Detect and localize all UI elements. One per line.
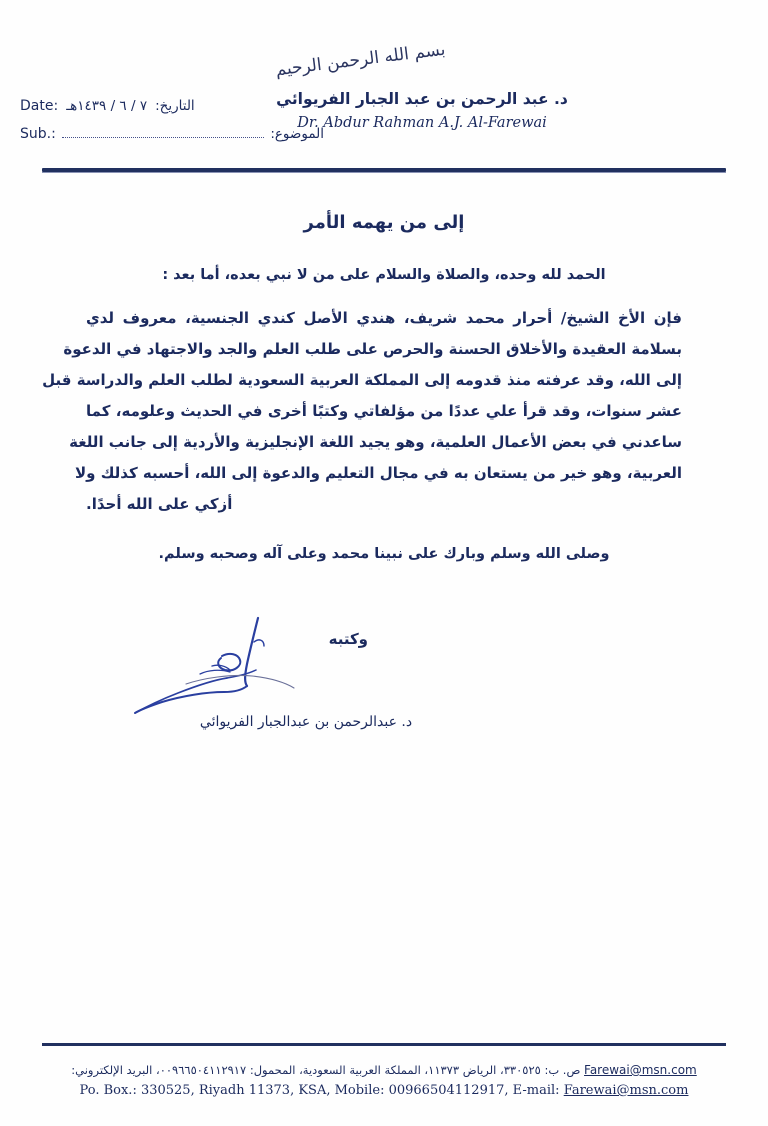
subject-input-line[interactable] [62,126,264,138]
date-label-english: Date: [20,98,59,114]
subject-field-row [0,126,330,154]
footer-arabic-line [0,1063,768,1077]
footer [0,1063,768,1098]
letter-salutation: الحمد لله وحده، والصلاة والسلام على من لا نبي بعده، أما بعد : [162,267,606,283]
bismillah-calligraphy: بسم الله الرحمن الرحيم [274,39,447,81]
paragraph-line: فإن الأخ الشيخ/ أحرار محمد شريف، هندي الأصل كندي الجنسية، معروف لدي [86,309,682,327]
signer-name: د. عبدالرحمن بن عبدالجبار الفريوائي [199,714,413,730]
sender-name-arabic: د. عبد الرحمن بن عبد الجبار الفريوائي [276,90,568,108]
paragraph-line: بسلامة العقيدة والأخلاق الحسنة والحرص على طلب العلم والجد والاجتهاد في الدعوة [63,340,682,358]
footer-divider [42,1043,726,1046]
footer-english-line [0,1083,768,1098]
letter-body [42,212,682,562]
handwritten-signature [126,612,316,717]
paragraph-line: إلى الله، وقد عرفته منذ قدومه إلى المملكة العربية السعودية لطلب العلم والدراسة قبل [42,371,682,389]
signature-block [86,630,506,750]
paragraph-line: ساعدني في بعض الأعمال العلمية، وهو يجيد اللغة الإنجليزية والأردية إلى جانب اللغة [69,433,682,451]
footer-address-arabic: ص. ب: ٣٣٠٥٢٥، الرياض ١١٣٧٣، المملكة العربية السعودية، المحمول: ٠٠٩٦٦٥٠٤١١٢٩١٧، البريد الإلكتروني: [71,1063,581,1077]
letter-closing: وصلى الله وسلم وبارك على نبينا محمد وعلى آله وصحبه وسلم. [158,546,610,562]
subject-label-arabic: الموضوع: [270,126,324,142]
letterhead [0,39,768,158]
date-label-arabic: التاريخ: [155,98,195,114]
header-fields [0,98,330,154]
paragraph-line: أزكي على الله أحدًا. [86,495,233,513]
footer-email-english[interactable]: Farewai@msn.com [563,1083,689,1098]
footer-email-arabic[interactable]: Farewai@msn.com [584,1063,697,1077]
sender-name-english: Dr. Abdur Rahman A.J. Al-Farewai [297,115,547,131]
subject-label-english: Sub.: [20,126,56,142]
paragraph-line: عشر سنوات، وقد قرأ علي عددًا من مؤلفاتي وكتبًا أخرى في الحديث وعلومه، كما [86,402,682,420]
letter-paragraph [42,303,682,520]
footer-address-english: Po. Box.: 330525, Riyadh 11373, KSA, Mobile: 00966504112917, E-mail: [79,1083,560,1098]
header-divider [42,168,726,172]
letter-title: إلى من يهمه الأمر [303,212,465,233]
written-by-label: وكتبه [328,630,368,648]
paragraph-line: العربية، وهو خير من يستعان به في مجال التعليم والدعوة إلى الله، أحسبه كذلك ولا [74,464,682,482]
date-value[interactable]: ٧ / ٦ / ١٤٣٩هـ [66,98,148,114]
date-field-row [0,98,330,126]
